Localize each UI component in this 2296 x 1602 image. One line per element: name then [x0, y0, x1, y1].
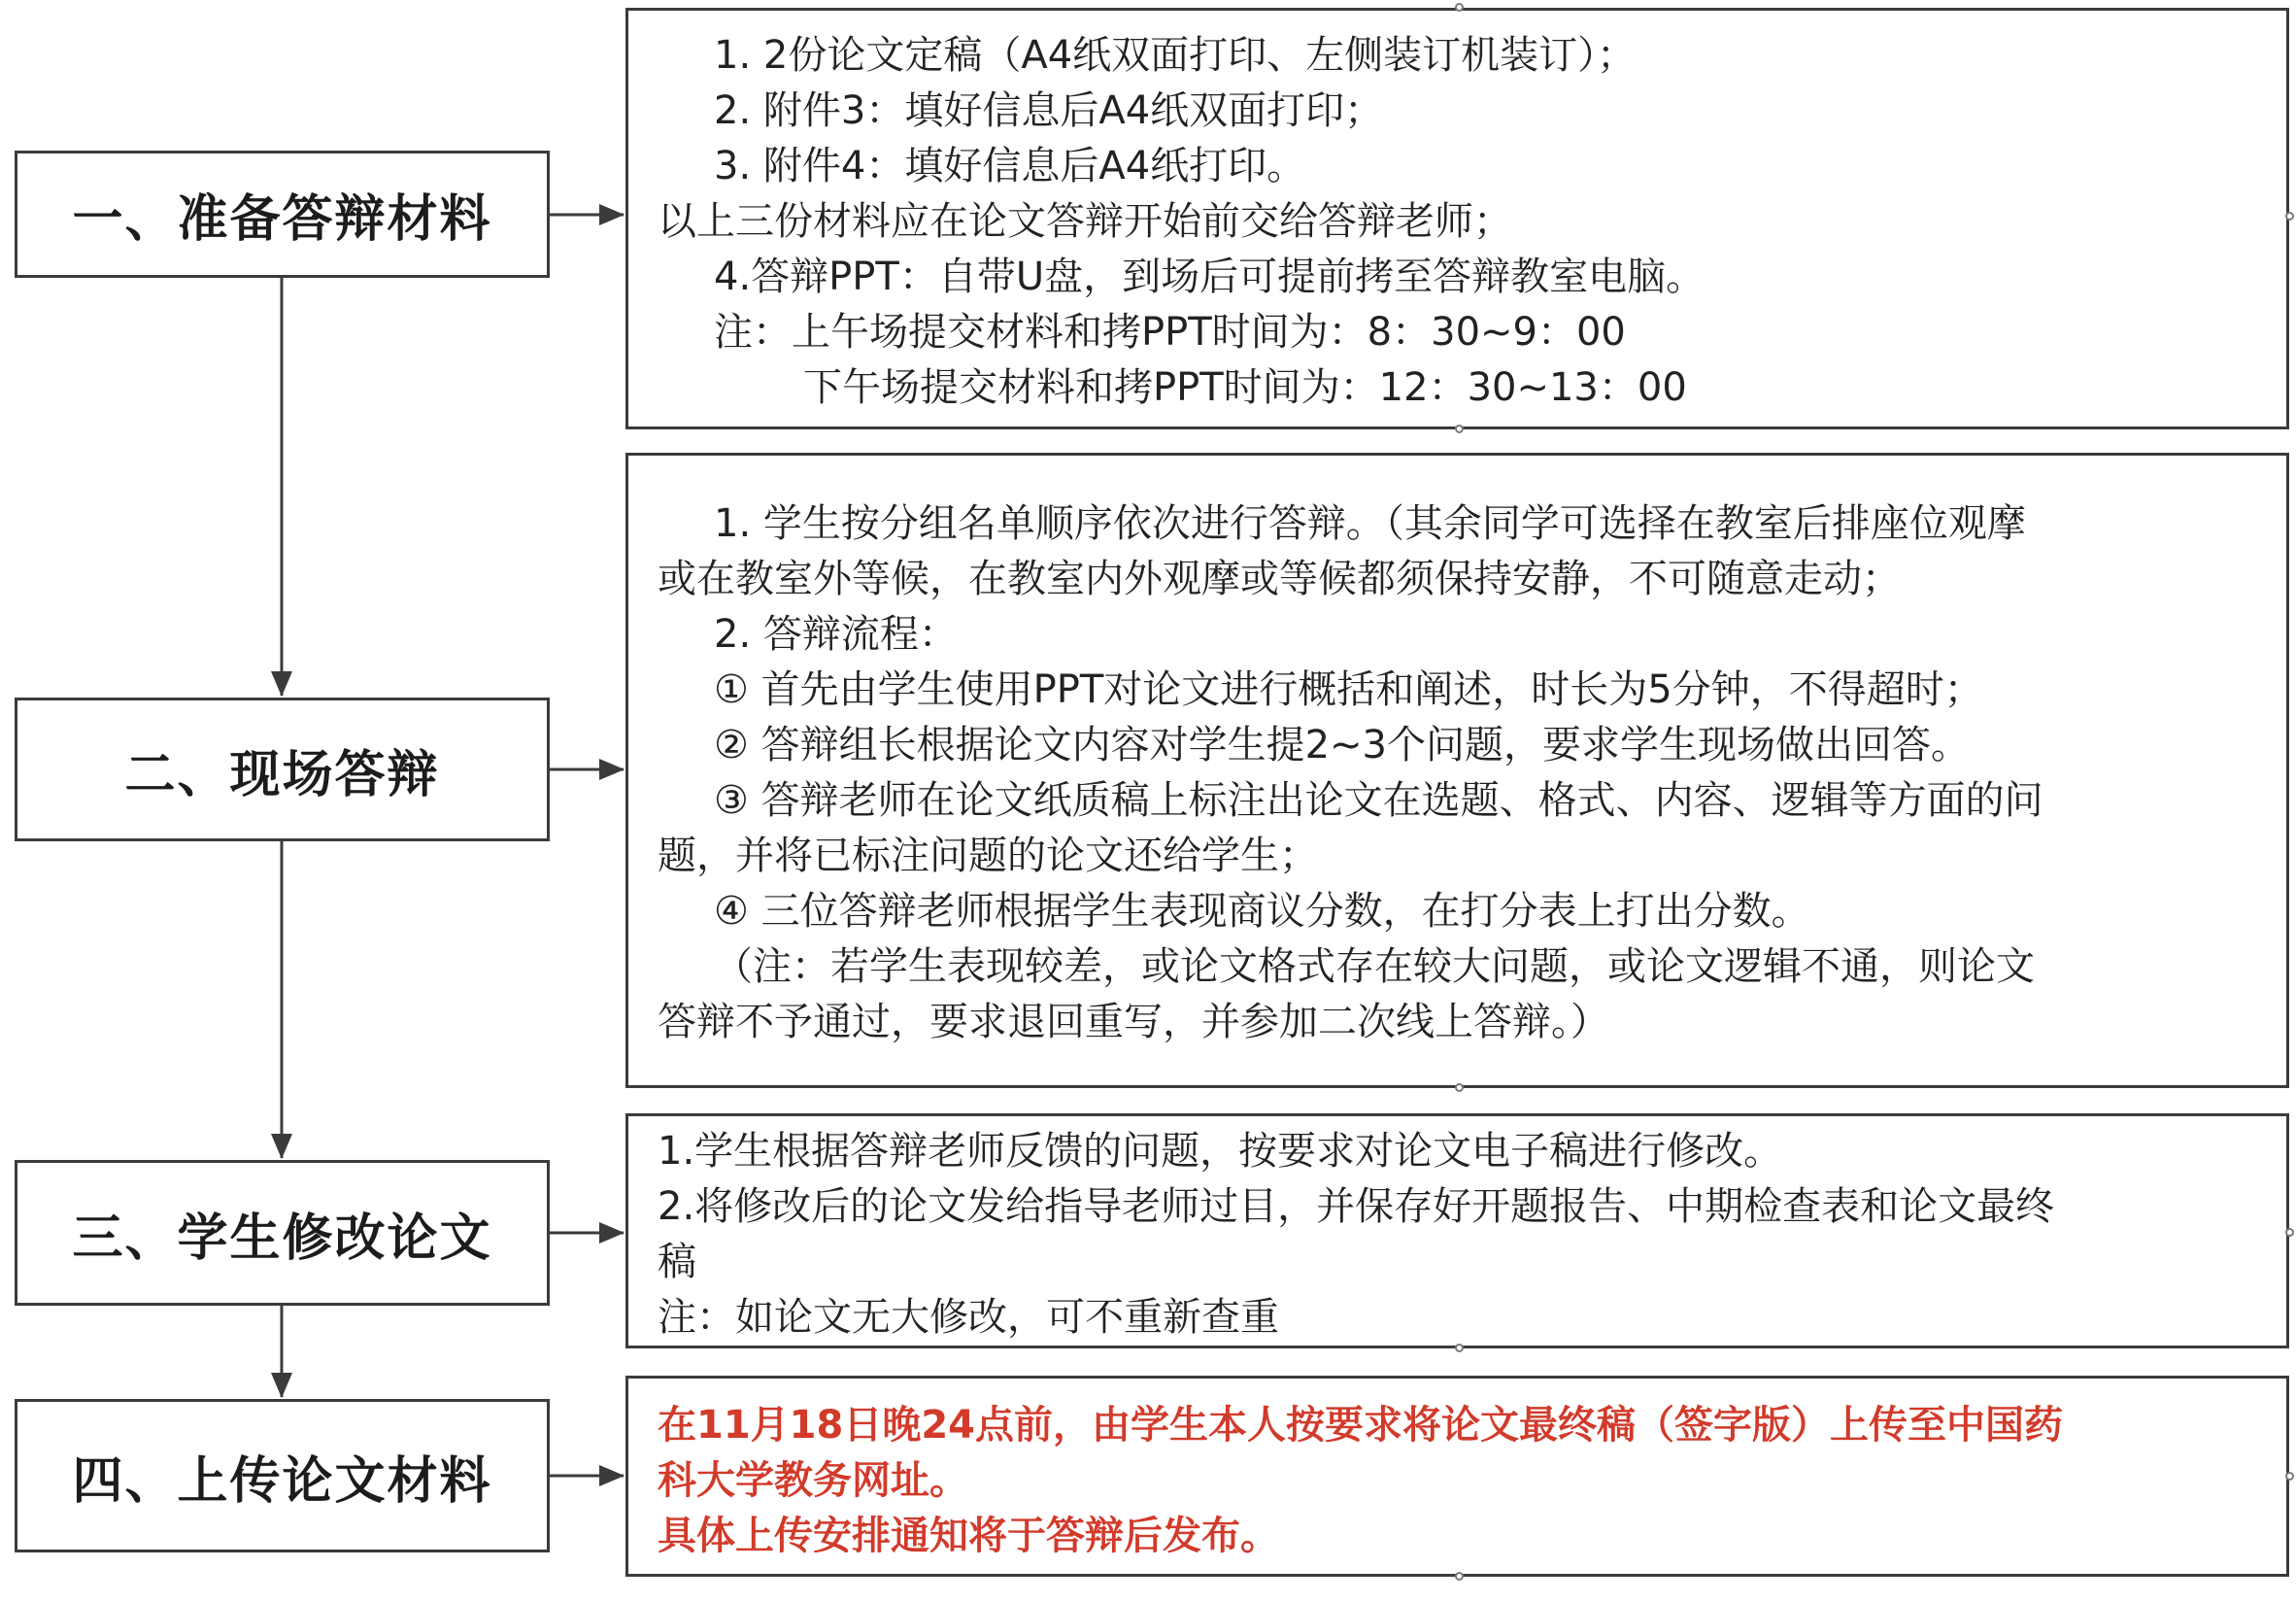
detail-line: 1. 2份论文定稿（A4纸双面打印、左侧装订机装订）；	[714, 33, 1637, 78]
detail-line: ④ 三位答辩老师根据学生表现商议分数，在打分表上打出分数。	[714, 889, 1810, 934]
detail-note-line: 下午场提交材料和拷PPT时间为：12：30~13：00	[803, 365, 1687, 410]
detail-note-line: 注：上午场提交材料和拷PPT时间为：8：30~9：00	[714, 310, 1626, 355]
detail-line: 2. 答辩流程：	[714, 612, 958, 657]
detail-line: 或在教室外等候，在教室内外观摩或等候都须保持安静，不可随意走动；	[658, 557, 1901, 601]
deadline-line: 具体上传安排通知将于答辩后发布。	[658, 1514, 1279, 1558]
detail-line: 以上三份材料应在论文答辩开始前交给答辩老师；	[658, 199, 1512, 244]
detail-line: 2.将修改后的论文发给指导老师过目，并保存好开题报告、中期检查表和论文最终	[658, 1184, 2055, 1229]
step-2-details	[625, 453, 2289, 1088]
detail-line: 2. 附件3：填好信息后A4纸双面打印；	[714, 88, 1384, 133]
step-2-box	[15, 698, 550, 841]
detail-note-line: 答辩不予通过，要求退回重写，并参加二次线上答辩。）	[658, 1000, 1609, 1044]
step-3-details	[625, 1113, 2289, 1348]
detail-line: 题，并将已标注问题的论文还给学生；	[658, 834, 1318, 878]
connection-point	[1455, 1083, 1464, 1092]
connection-point	[1455, 425, 1464, 433]
step-1-box	[15, 151, 550, 278]
detail-line: ② 答辩组长根据论文内容对学生提2~3个问题，要求学生现场做出回答。	[714, 723, 1970, 767]
connection-point	[2285, 1472, 2294, 1481]
detail-line: 稿	[658, 1240, 696, 1284]
step-4-box	[15, 1399, 550, 1552]
detail-line: ① 首先由学生使用PPT对论文进行概括和阐述，时长为5分钟，不得超时；	[714, 667, 1983, 712]
deadline-line: 科大学教务网址。	[658, 1458, 968, 1503]
connection-point	[2285, 212, 2294, 221]
step-1-title: 一、准备答辩材料	[72, 190, 492, 249]
connection-point	[1455, 3, 1464, 12]
connection-point	[1455, 1344, 1464, 1352]
step-3-title: 三、学生修改论文	[72, 1209, 492, 1268]
step-2-title: 二、现场答辩	[124, 745, 440, 804]
deadline-line: 在11月18日晚24点前，由学生本人按要求将论文最终稿（签字版）上传至中国药	[658, 1403, 2063, 1448]
detail-note-line: （注：若学生表现较差，或论文格式存在较大问题，或论文逻辑不通，则论文	[714, 944, 2035, 989]
detail-line: 1.学生根据答辩老师反馈的问题，按要求对论文电子稿进行修改。	[658, 1129, 1783, 1174]
detail-note-line: 注：如论文无大修改，可不重新查重	[658, 1295, 1279, 1340]
detail-line: 4.答辩PPT：自带U盘，到场后可提前拷至答辩教室电脑。	[714, 255, 1705, 299]
connection-point	[2285, 1228, 2294, 1237]
step-1-details	[625, 8, 2289, 429]
detail-line: ③ 答辩老师在论文纸质稿上标注出论文在选题、格式、内容、逻辑等方面的问	[714, 778, 2043, 823]
detail-line: 3. 附件4：填好信息后A4纸打印。	[714, 144, 1306, 188]
step-4-details	[625, 1376, 2289, 1577]
detail-line: 1. 学生按分组名单顺序依次进行答辩。（其余同学可选择在教室后排座位观摩	[714, 501, 2026, 546]
step-4-title: 四、上传论文材料	[72, 1451, 492, 1511]
connection-point	[1455, 1572, 1464, 1581]
step-3-box	[15, 1160, 550, 1306]
